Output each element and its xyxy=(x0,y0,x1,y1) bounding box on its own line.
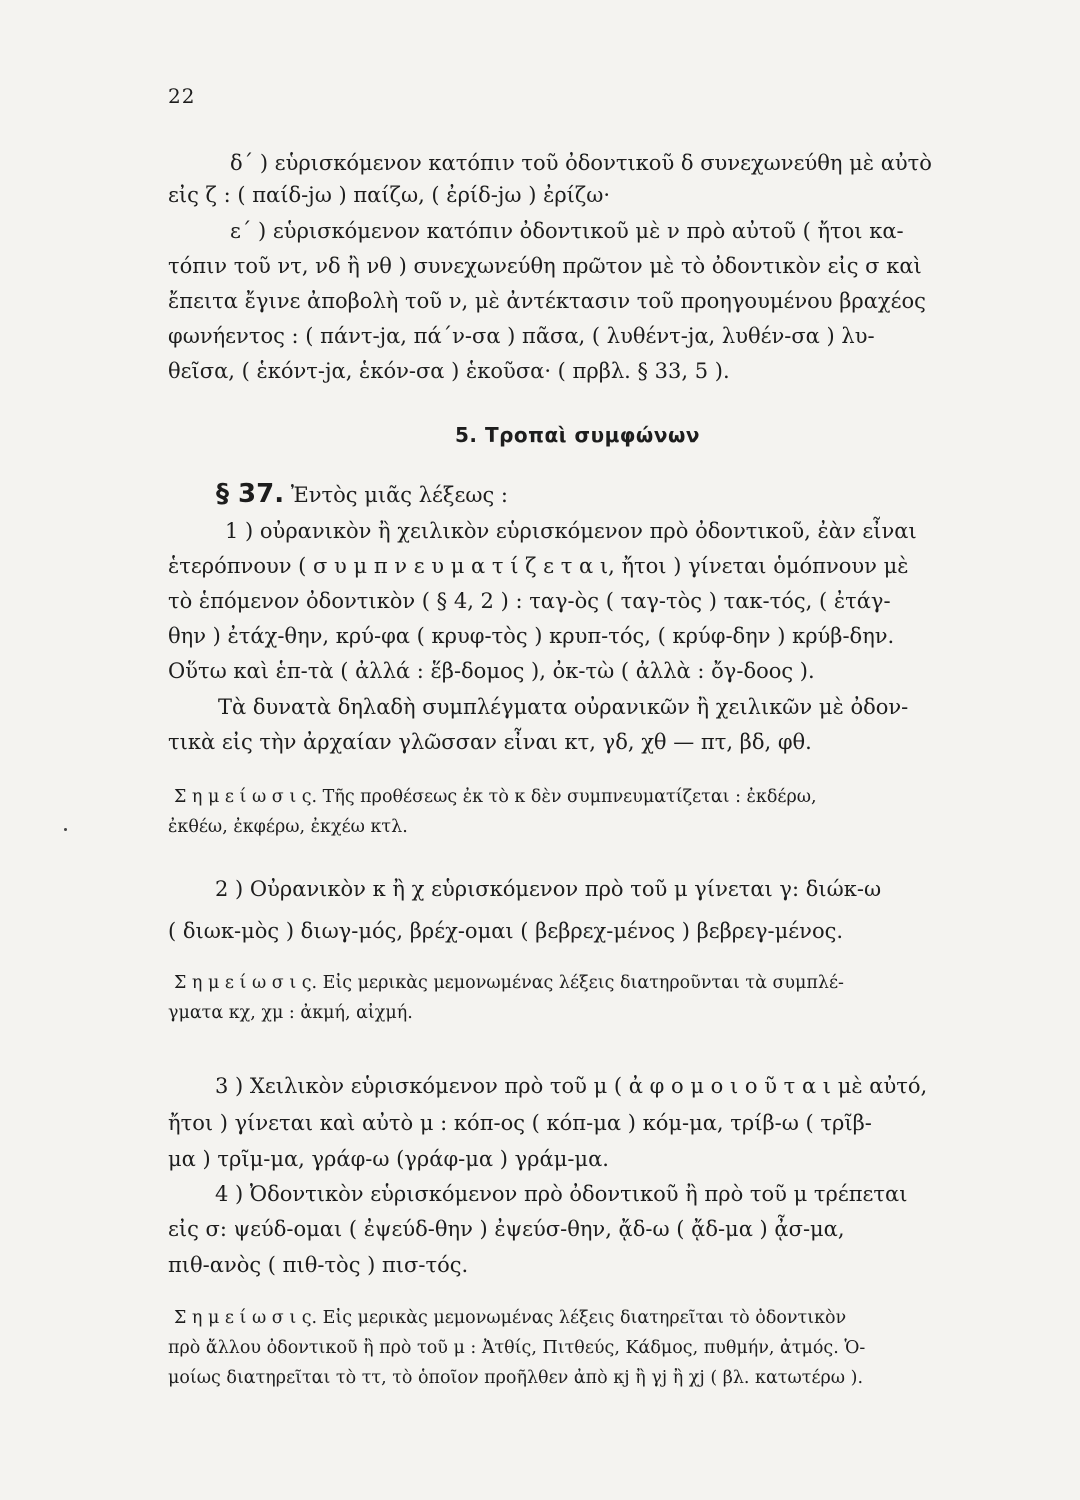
text-line: ε΄ ) εὑρισκόμενον κατόπιν ὀδοντικοῦ μὲ ν πρὸ αὐτοῦ ( ἤτοι κα- xyxy=(230,219,904,243)
note-line: Σ η μ ε ί ω σ ι ς. Εἰς μερικὰς μεμονωμένας λέξεις διατηροῦνται τὰ συμπλέ- xyxy=(174,973,844,993)
text-line: εἰς σ: ψεύδ-ομαι ( ἐψεύδ-θην ) ἐψεύσ-θην, ᾄδ-ω ( ᾄδ-μα ) ᾆσ-μα, xyxy=(168,1217,845,1241)
text-line: τόπιν τοῦ ντ, νδ ἢ νθ ) συνεχωνεύθη πρῶτον μὲ τὸ ὀδοντικὸν εἰς σ καὶ xyxy=(168,254,922,278)
text-line: θην ) ἐτάχ-θην, κρύ-φα ( κρυφ-τὸς ) κρυπ-τός, ( κρύφ-δην ) κρύβ-δην. xyxy=(168,624,895,648)
page-number: 22 xyxy=(168,84,196,108)
note-line: γματα κχ, χμ : ἀκμή, αἰχμή. xyxy=(168,1003,413,1023)
text-line: 4 ) Ὀδοντικὸν εὑρισκόμενον πρὸ ὀδοντικοῦ ἢ πρὸ τοῦ μ τρέπεται xyxy=(215,1182,908,1206)
note-line: Σ η μ ε ί ω σ ι ς. Εἰς μερικὰς μεμονωμένας λέξεις διατηρεῖται τὸ ὀδοντικὸν xyxy=(174,1308,847,1328)
section-intro: Ἐντὸς μιᾶς λέξεως : xyxy=(290,483,508,507)
text-line: εἰς ζ : ( παίδ-jω ) παίζω, ( ἐρίδ-jω ) ἐρίζω· xyxy=(168,183,611,207)
text-line: 1 ) οὐρανικὸν ἢ χειλικὸν εὑρισκόμενον πρὸ ὀδοντικοῦ, ἐὰν εἶναι xyxy=(225,519,917,543)
text-line: ἔπειτα ἔγινε ἀποβολὴ τοῦ ν, μὲ ἀντέκτασιν τοῦ προηγουμένου βραχέος xyxy=(168,289,926,313)
text-line: 2 ) Οὐρανικὸν κ ἢ χ εὑρισκόμενον πρὸ τοῦ μ γίνεται γ: διώκ-ω xyxy=(215,877,882,901)
note-line: ἐκθέω, ἐκφέρω, ἐκχέω κτλ. xyxy=(168,817,408,837)
section-heading: 5. Τροπαὶ συμφώνων xyxy=(455,423,700,447)
text-line: ἑτερόπνουν ( σ υ μ π ν ε υ μ α τ ί ζ ε τ α ι, ἤτοι ) γίνεται ὁμόπνουν μὲ xyxy=(168,554,909,578)
section-mark: § 37. xyxy=(216,479,285,509)
section-37-line xyxy=(216,479,508,510)
note-line: πρὸ ἄλλου ὀδοντικοῦ ἢ πρὸ τοῦ μ : Ἀτθίς, Πιτθεύς, Κάδμος, πυθμήν, ἀτμός. Ὁ- xyxy=(168,1338,866,1358)
text-line: 3 ) Χειλικὸν εὑρισκόμενον πρὸ τοῦ μ ( ἀ φ ο μ ο ι ο ῦ τ α ι μὲ αὐτό, xyxy=(215,1074,928,1098)
text-line: τικὰ εἰς τὴν ἀρχαίαν γλῶσσαν εἶναι κτ, γδ, χθ — πτ, βδ, φθ. xyxy=(168,730,812,754)
text-line: φωνήεντος : ( πάντ-jα, πά΄ν-σα ) πᾶσα, ( λυθέντ-jα, λυθέν-σα ) λυ- xyxy=(168,324,875,348)
note-line: Σ η μ ε ί ω σ ι ς. Τῆς προθέσεως ἐκ τὸ κ δὲν συμπνευματίζεται : ἐκδέρω, xyxy=(174,787,817,807)
text-line: ( διωκ-μὸς ) διωγ-μός, βρέχ-ομαι ( βεβρεχ-μένος ) βεβρεγ-μένος. xyxy=(168,919,844,943)
text-line: ἤτοι ) γίνεται καὶ αὐτὸ μ : κόπ-ος ( κόπ-μα ) κόμ-μα, τρίβ-ω ( τρῖβ- xyxy=(168,1111,872,1135)
text-line: θεῖσα, ( ἑκόντ-jα, ἑκόν-σα ) ἑκοῦσα· ( πρβλ. § 33, 5 ). xyxy=(168,359,730,383)
text-line: πιθ-ανὸς ( πιθ-τὸς ) πισ-τός. xyxy=(168,1253,469,1277)
text-line: τὸ ἑπόμενον ὀδοντικὸν ( § 4, 2 ) : ταγ-ὸς ( ταγ-τὸς ) τακ-τός, ( ἐτάγ- xyxy=(168,589,891,613)
text-line: δ΄ ) εὑρισκόμενον κατόπιν τοῦ ὀδοντικοῦ δ συνεχωνεύθη μὲ αὐτὸ xyxy=(230,151,932,175)
note-line: μοίως διατηρεῖται τὸ ττ, τὸ ὁποῖον προῆλθεν ἀπὸ κj ἢ γj ἢ χj ( βλ. κατωτέρω ). xyxy=(168,1368,864,1388)
text-line: Τὰ δυνατὰ δηλαδὴ συμπλέγματα οὐρανικῶν ἢ χειλικῶν μὲ ὀδον- xyxy=(218,695,909,719)
stray-mark xyxy=(64,828,67,831)
text-line: μα ) τρῖμ-μα, γράφ-ω (γράφ-μα ) γράμ-μα. xyxy=(168,1147,609,1171)
text-line: Οὕτω καὶ ἑπ-τὰ ( ἀλλά : ἕβ-δομος ), ὀκ-τὼ ( ἀλλὰ : ὄγ-δοος ). xyxy=(168,659,815,683)
